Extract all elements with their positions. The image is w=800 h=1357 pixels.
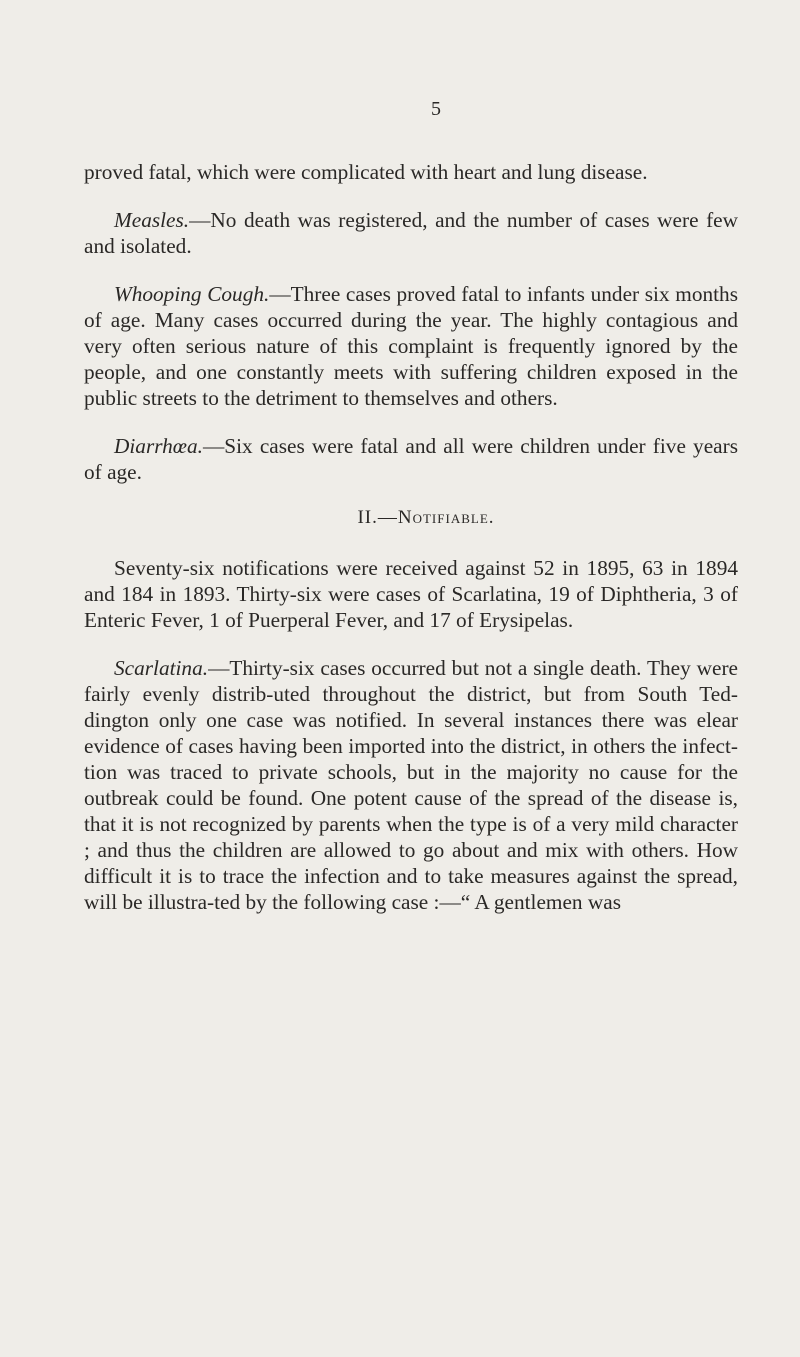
diarrhoea-heading: Diarrhœa. bbox=[114, 434, 203, 458]
whooping-cough-text: —Three cases proved fatal to infants under six months of age. Many cases occurred during the year. The highly contagious and very often serious nature of this complaint is frequently ignored by the people, and one constantly meets with suffering children exposed in the public streets to the detriment to themselves and others. bbox=[84, 282, 738, 410]
section-title: Notifiable. bbox=[397, 507, 495, 528]
section-heading-notifiable bbox=[84, 507, 738, 529]
paragraph-measles bbox=[84, 207, 738, 259]
page-number: 5 bbox=[431, 98, 441, 120]
paragraph-whooping-cough bbox=[84, 281, 738, 411]
whooping-cough-heading: Whooping Cough. bbox=[114, 282, 270, 306]
measles-text: —No death was registered, and the number of cases were few and isolated. bbox=[84, 208, 738, 258]
measles-heading: Measles. bbox=[114, 208, 190, 232]
paragraph-diarrhoea bbox=[84, 433, 738, 485]
paragraph-heart-lung: proved fatal, which were complicated with heart and lung disease. bbox=[84, 160, 648, 184]
diarrhoea-text: —Six cases were fatal and all were children under five years of age. bbox=[84, 434, 738, 484]
paragraph-notifications: Seventy-six notifications were received against 52 in 1895, 63 in 1894 and 184 in 1893. Thirty-six were cases of Scarlatina, 19 of Diphtheria, 3 of Enteric Fever, 1 of Puerperal Fever, and 17 of Erysipelas. bbox=[84, 556, 738, 632]
paragraph-scarlatina bbox=[84, 655, 738, 915]
scarlatina-text: —Thirty-six cases occurred but not a single death. They were fairly evenly distrib-uted throughout the district, but from South Ted-dington only one case was notified. In several instances there was elear evidence of cases having been imported into the district, in others the infect-tion was traced to private schools, but in the majority no cause for the outbreak could be found. One potent cause of the spread of the disease is, that it is not recognized by parents when the type is of a very mild character ; and thus the children are allowed to go about and mix with others. How difficult it is to trace the infection and to take measures against the spread, will be illustra-ted by the following case :—“ A gentlemen was bbox=[84, 656, 738, 914]
scarlatina-heading: Scarlatina. bbox=[114, 656, 209, 680]
section-number: II.— bbox=[357, 507, 398, 528]
